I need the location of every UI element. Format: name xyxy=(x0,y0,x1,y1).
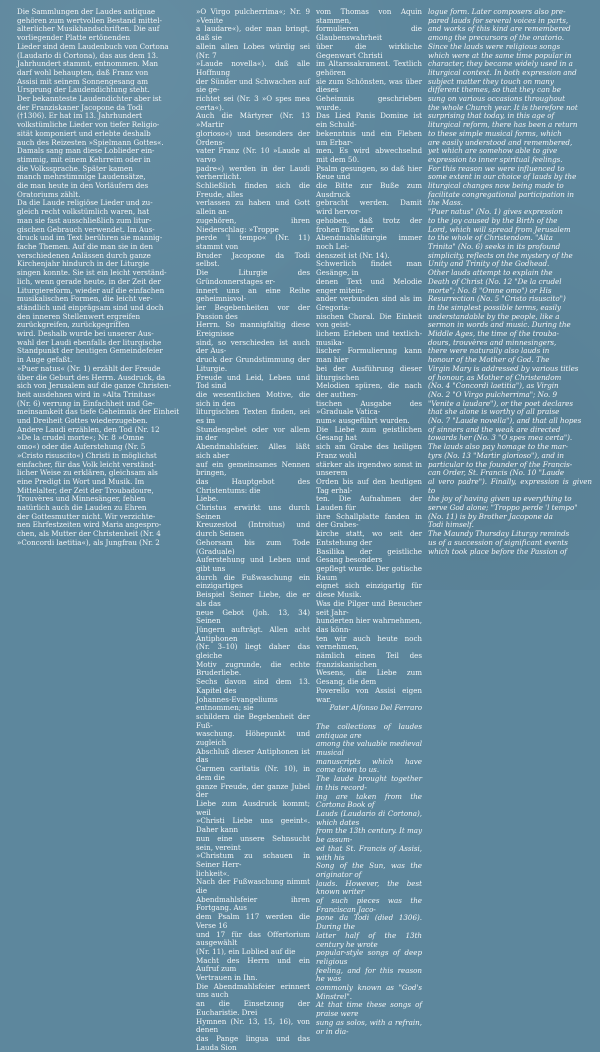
german-notes-text-2: »O Virgo pulcherrima«; Nr. 9 »Venite a laudare«), oder man bringt, daß sie allein allen Lobes würdig sei (Nr. 7 »Laude novella«). daß alle Hoffnung der Sünder und Schwachen auf sie ge- richtet sei (Nr. 3 »O spes mea certa«). Auch die Märtyrer (Nr. 13 »Martir glorioso«) und besonders der Ordens- vater Franz (Nr. 10 »Laude al varvo padre«) werden in der Laudi verherrlicht. Schließlich finden sich die Freude, alles verlassen zu haben und Gott allein an- zugehören, ihren Niederschlag: »Troppe perde 'l tempo« (Nr. 11) stammt von Bruder Jacopone da Todi selbst. Die Liturgie des Gründonnerstages er- innert uns an eine Reihe geheimnisvol- ler Begebenheiten vor der Passion des Herrn. So mannigfaltig diese Ereignisse sind, so verschieden ist auch der Aus- druck der Grundstimmung der Liturgie. Freude und Leid, Leben und Tod sind die wesentlichen Motive, die sich in den liturgischen Texten finden, sei es im Stundengebet oder vor allem in der Abendmahlsfeier. Alles läßt sich aber auf ein gemeinsames Nennen bringen, das Hauptgebot des Christentums: die Liebe. Christus erwirkt uns durch Seinen Kreuzestod (Introitus) und durch Seinen Gehorsam bis zum Tode (Graduale) Auferstehung und Leben und gibt uns durch die Fußwaschung ein einzigartiges Beispiel Seiner Liebe, die er als das neue Gebot (Joh. 13, 34) Seinen Jüngern aufträgt. Allen acht Antiphonen (Nr. 3–10) liegt daher das gleiche Motiv zugrunde, die echte Bruderliebe. Sechs davon sind dem 13. Kapitel des Johannes-Evangeliums entnommen; sie schildern die Begebenheit der Fuß- waschung. Höhepunkt und zugleich Abschluß dieser Antiphonen ist das Carmen caritatis (Nr. 10), in dem die ganze Freude, der ganze Jubel der Liebe zum Ausdruck kommt; weil »Christi Liebe uns geeint«. Daher kann nun eine unsere Sehnsucht sein, vereint »Christum zu schauen in Seiner Herr- lichkeit«. Nach der Fußwaschung nimmt die Abendmahlsfeier ihren Fortgang. Aus dem Psalm 117 werden die Verse 16 und 17 für das Offertorium ausgewählt (Nr. 11), ein Loblied auf die Macht des Herrn und ein Aufruf zum Vertrauen in Ihn. Die Abendmahlsfeier erinnert uns auch an die Einsetzung der Eucharistie. Drei Hymnen (Nr. 13, 15, 16), von denen das Pange lingua und das Lauda Sion xyxy=(196,7,310,1052)
german-notes-text-3: vom Thomas von Aquin stammen, formulieren die Glaubenswahrheit über die wirkliche Gegenwart Christi im Altarssakrament. Textlich gehören sie zum Schönsten, was über dieses Geheimnis geschrieben wurde. Das Lied Panis Domine ist ein Schuld- bekenntnis und ein Flehen um Erbar- men. Es wird abwechselnd mit dem 50. Psalm gesungen, so daß hier Reue und die Bitte zur Buße zum Ausdruck gebracht werden. Damit wird hervor- gehoben, daß trotz der frohen Töne der Abendmahlsliturgie immer noch Lei- denszeit ist (Nr. 14). Schwerlich findet man Gesänge, in denen Text und Melodie enger mitein- ander verbunden sind als im Gregoria- nischen Choral. Die Einheit von geist- lichem Erleben und textlich-musika- lischer Formulierung kann man hier bei der Ausführung dieser liturgischen Melodien spüren, die nach der authen- tischen Ausgabe des »Graduale Vatica- num« ausgeführt wurden. Die Liebe zum geistlichen Gesang hat sich am Grabe des heiligen Franz wohl stärker als irgendwo sonst in unserem Orden bis auf den heutigen Tag erhal- ten. Die Aufnahmen der Lauden für ihre Schallplatte fanden in der Grabes- kirche statt, wo seit der Entstehung der Basilika der geistliche Gesang besonders gepflegt wurde. Der gotische Raum eignet sich einzigartig für diese Musik. Was die Pilger und Besucher seit Jahr- hunderten hier wahrnehmen, das könn- ten wir auch heute noch vernehmen, nämlich einen Teil des franziskanischen Wesens, die Liebe zum Gesang, die dem Poverello von Assisi eigen war. xyxy=(316,7,422,704)
mixed-notes-column-3 xyxy=(316,7,422,1036)
english-notes-column-4 xyxy=(428,8,592,586)
english-notes-text-2: logue form. Later composers also pre- pared lauds for several voices in parts, and works of this kind are remembered among the precursors of the oratorio. Since the lauds were religious songs which were at the same time popular in character, they became widely used in a liturgical context. In both expression and subject matter they touch on many different themes, so that they can be sung on various occasions throughout the whole Church year. It is therefore not surprising that today, in this age of liturgical reform, there has been a return to these simple musical forms, which are easily understood and remembered, yet which are somehow able to give expression to inner spiritual feelings. For this reason we were influenced to some extent in our choice of lauds by the liturgical changes now being made to facilitate congregational participation in the Mass. "Puer natus" (No. 1) gives expression to the joy caused by the Birth of the Lord, which will spread from Jerusalem to the whole of Christendom. "Alta Trinita" (No. 6) seeks in its profound simplicity, reflects on the mystery of the Unity and Trinity of the Godhead. Other lauds attempt to explain the Death of Christ (No. 12 "De la crudel morte"; No. 8 "Omne omo") or His Resurrection (No. 5 "Cristo risuscito") in the simplest possible terms, easily understandable by the people, like a sermon in words and music. During the Middle Ages, the time of the trouba- dours, trouvères and minnesingers, there were naturally also lauds in honour of the Mother of God. The Virgin Mary is addressed by various titles of honour, as Mother of Christendom (No. 4 "Concordi laetitia"), as Virgin (No. 2 "O Virgo pulcherrima"; No. 9 "Venite a laudare"), or the poet declares that she alone is worthy of all praise (No. 7 "Laude novella"), and that all hopes of sinners and the weak are directed towards her (No. 3 "O spes mea certa"). The lauds also pay homage to the mar- tyrs (No. 13 "Martir glorioso"), and in particular to the founder of the Francis- can Order, St. Francis (No. 10 "Laude al vero padre"). Finally, expression is given to the joy of having given up everything to serve God alone; "Troppo perde 'l tempo" (No. 11) is by Brother Jacopone da Todi himself. The Maundy Thursday Liturgy reminds us of a succession of significant events which took place before the Passion of xyxy=(428,7,592,556)
german-notes-column-2 xyxy=(196,7,310,1052)
german-notes-column-1 xyxy=(17,8,183,586)
english-notes-text-1: The collections of laudes antiquae are among the valuable medieval musical manuscripts which have come down to us. The laude brought together in this record- ing are taken from the Cortona Book of Lauds (Laudario di Cortona), which dates from the 13th century. It may be assum- ed that St. Francis of Assisi, with his Song of the Sun, was the originator of lauds. However, the best known writer of such pieces was the Franciscan Jaco- pone da Todi (died 1306). During the latter half of the 13th century he wrote popular-style songs of deep religious feeling, and for this reason he was commonly known as "God's Minstrel". At that time these songs of praise were sung as solos, with a refrain, or in dia- xyxy=(316,721,422,1036)
author-signature: Pater Alfonso Del Ferraro xyxy=(329,703,422,713)
german-notes-text-1: Die Sammlungen der Laudes antiquae gehören zum wertvollen Bestand mittel- alterlicher Musikhandschriften. Die auf vorliegender Platte ertönenden Lieder sind dem Laudenbuch von Cortona (Laudario di Cortona), das aus dem 13. Jahrhundert stammt, entnommen. Man darf wohl behaupten, daß Franz von Assisi mit seinem Sonnengesang am Ursprung der Laudendichtung steht. Der bekannteste Laudendichter aber ist der Franziskaner Jacopone da Todi (†1306). Er hat im 13. Jahrhundert volkstümliche Lieder von tiefer Religio- sität komponiert und erlebte deshalb auch des Reizesten »Spielmann Gottes«. Damals sang man diese Loblieder ein- stimmig, mit einem Kehrreim oder in die Volkssprache. Später kamen manch mehrstimmige Laudensätze, die man heute in den Vorläufern des Oratoriums zählt. Da die Laude religiöse Lieder und zu- gleich recht volkstümlich waren, hat man sie fast ausschließlich zum litur- gischen Gebrauch verwendet. Im Aus- druck und im Text berühren sie mannig- fache Themen. Auf die man sie in den verschiedenen Anlässen durch ganze Kirchenjahr hindurch in der Liturgie singen konnte. Sie ist ein leicht verständ- lich, wenn gerade heute, in der Zeit der Liturgiereform, wieder auf die einfachen musikalischen Formen, die leicht ver- ständlich und einprägsam sind und doch den inneren Stellenwert ergreifen zurückgreifen, zurückgegriffen wird. Deshalb wurde bei unserer Aus- wahl der Laudi ebenfalls der liturgische Standpunkt der heutigen Gemeindefeier in Auge gefaßt. »Puer natus« (Nr. 1) erzählt der Freude über die Geburt des Herrn. Ausdruck, da sich von Jerusalem auf die ganze Christen- heit ausdehnen wird in »Alta Trinitas« (Nr. 6) verrung in Einfachheit und Ge- meinsamkeit das tiefe Geheimnis der Einheit und Dreiheit Gottes wiederzugeben. Andere Laudi erzählen, den Tod (Nr. 12 »De la crudel morte«; Nr. 8 »Omne omo«) oder die Auferstehung (Nr. 5 »Cristo risuscito«) Christi in möglichst einfacher, für das Volk leicht verständ- licher Weise zu erklären, gleichsam als eine Predigt in Wort und Musik. Im Mittelalter, der Zeit der Troubadoure, Trouvères und Minnesänger, fehlen natürlich auch die Lauden zu Ehren der Gottesmutter nicht. Wir verzichte- nen Ehrfestzeiten wird Maria angespro- chen, als Mutter der Christenheit (Nr. 4 »Concordi laetitia«), als Jungfrau (Nr. 2 xyxy=(17,7,180,547)
